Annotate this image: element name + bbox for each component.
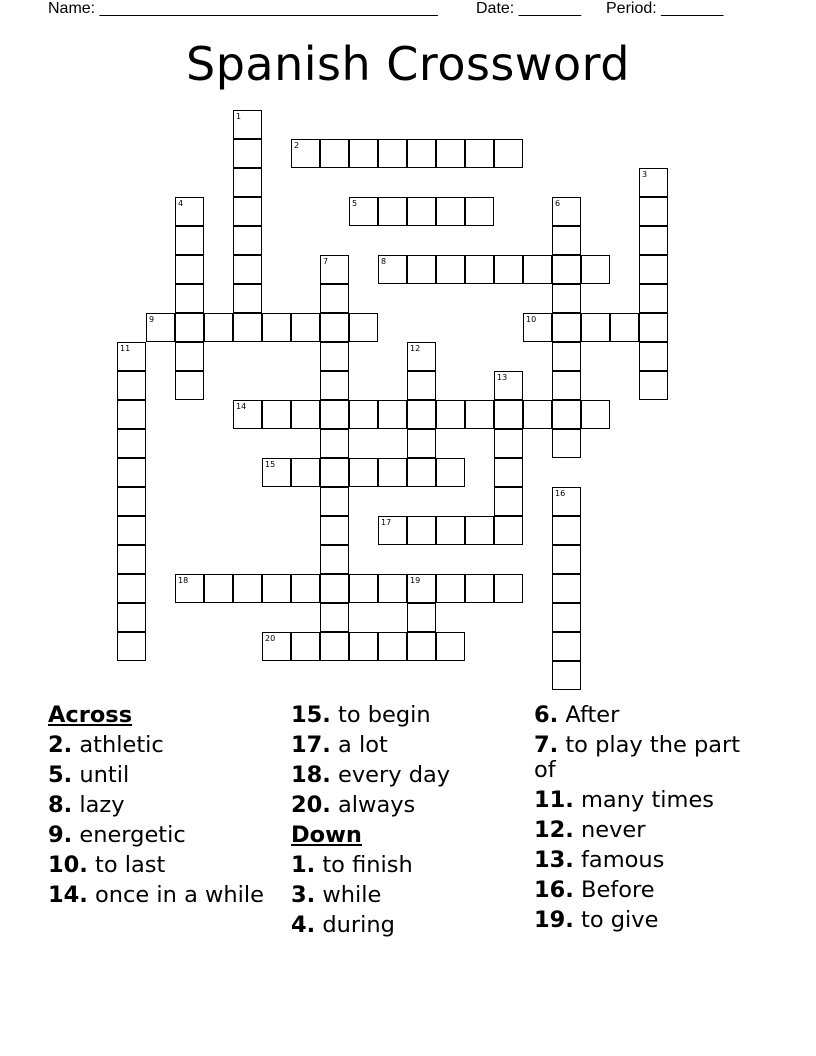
clue-down-6 [534, 703, 754, 728]
grid-cell[interactable] [407, 458, 436, 487]
cell-number: 8 [381, 257, 387, 266]
cell-number: 15 [265, 460, 276, 469]
clue-text: to play the part of [534, 732, 741, 783]
grid-cell[interactable] [117, 487, 146, 516]
grid-cell[interactable] [175, 342, 204, 371]
grid-cell[interactable] [436, 255, 465, 284]
grid-cell[interactable] [320, 400, 349, 429]
cell-number: 6 [555, 199, 561, 208]
cell-number: 16 [555, 489, 566, 498]
grid-cell[interactable] [117, 516, 146, 545]
grid-cell[interactable] [291, 574, 320, 603]
grid-cell[interactable] [378, 400, 407, 429]
down-heading: Down [291, 822, 362, 848]
clue-text: every day [338, 762, 451, 788]
grid-cell[interactable] [175, 255, 204, 284]
grid-cell[interactable] [175, 284, 204, 313]
grid-cell[interactable] [407, 371, 436, 400]
grid-cell[interactable] [291, 313, 320, 342]
grid-cell[interactable] [552, 226, 581, 255]
grid-cell[interactable] [407, 400, 436, 429]
clue-number: 20. [291, 792, 331, 818]
grid-cell[interactable] [552, 661, 581, 690]
grid-cell[interactable] [407, 632, 436, 661]
clue-text: After [565, 702, 620, 728]
grid-cell[interactable] [436, 400, 465, 429]
grid-cell[interactable] [465, 400, 494, 429]
grid-cell[interactable] [117, 429, 146, 458]
grid-cell[interactable] [291, 400, 320, 429]
clue-down-11 [534, 788, 754, 813]
grid-cell[interactable] [436, 632, 465, 661]
cell-number: 10 [526, 315, 537, 324]
clue-number: 1. [291, 852, 316, 878]
grid-cell[interactable] [581, 400, 610, 429]
grid-cell[interactable] [117, 371, 146, 400]
grid-cell[interactable] [320, 516, 349, 545]
clue-across-9 [48, 823, 268, 848]
clue-number: 4. [291, 912, 316, 938]
grid-cell[interactable] [552, 313, 581, 342]
clue-text: always [338, 792, 416, 818]
clue-across-20 [291, 793, 511, 818]
cell-number: 1 [236, 112, 242, 121]
cell-number: 19 [410, 576, 421, 585]
grid-cell[interactable] [262, 400, 291, 429]
grid-cell[interactable] [349, 139, 378, 168]
grid-cell[interactable] [552, 284, 581, 313]
grid-cell[interactable] [552, 545, 581, 574]
grid-cell[interactable] [320, 313, 349, 342]
clue-text: until [79, 762, 130, 788]
clue-text: famous [581, 847, 665, 873]
cell-number: 12 [410, 344, 421, 353]
grid-cell[interactable] [552, 400, 581, 429]
clue-text: a lot [338, 732, 388, 758]
clue-text: never [581, 817, 646, 843]
grid-cell[interactable] [320, 632, 349, 661]
clue-across-18 [291, 763, 511, 788]
grid-cell[interactable] [320, 603, 349, 632]
page-title: Spanish Crossword [186, 37, 630, 91]
clue-text: to give [581, 907, 659, 933]
clue-text: to finish [322, 852, 413, 878]
clue-number: 9. [48, 822, 73, 848]
clue-number: 6. [534, 702, 559, 728]
clue-number: 12. [534, 817, 574, 843]
grid-cell[interactable] [233, 226, 262, 255]
grid-cell[interactable] [523, 255, 552, 284]
period-field-label: Period: _______ [606, 0, 724, 17]
grid-cell[interactable] [320, 487, 349, 516]
grid-cell[interactable] [233, 139, 262, 168]
clue-down-19 [534, 908, 754, 933]
clue-number: 7. [534, 732, 559, 758]
cell-number: 13 [497, 373, 508, 382]
grid-cell[interactable] [465, 574, 494, 603]
cell-number: 4 [178, 199, 184, 208]
cell-number: 7 [323, 257, 329, 266]
clue-down-7 [534, 733, 754, 783]
clue-number: 15. [291, 702, 331, 728]
clue-down-16 [534, 878, 754, 903]
grid-cell[interactable] [407, 429, 436, 458]
grid-cell[interactable] [436, 516, 465, 545]
clue-text: once in a while [95, 882, 265, 908]
grid-cell[interactable] [552, 574, 581, 603]
grid-cell[interactable] [378, 632, 407, 661]
grid-cell[interactable] [610, 313, 639, 342]
grid-cell[interactable] [320, 574, 349, 603]
grid-cell[interactable] [349, 400, 378, 429]
clue-across-2 [48, 733, 268, 758]
clue-across-8 [48, 793, 268, 818]
clue-number: 5. [48, 762, 73, 788]
grid-cell[interactable] [639, 197, 668, 226]
grid-cell[interactable] [204, 313, 233, 342]
clue-down-13 [534, 848, 754, 873]
cell-number: 2 [294, 141, 300, 150]
grid-cell[interactable] [117, 458, 146, 487]
grid-cell[interactable] [639, 342, 668, 371]
clue-number: 2. [48, 732, 73, 758]
cell-number: 18 [178, 576, 189, 585]
grid-cell[interactable] [639, 371, 668, 400]
clue-text: Before [581, 877, 655, 903]
grid-cell[interactable] [320, 458, 349, 487]
clue-across-5 [48, 763, 268, 788]
grid-cell[interactable] [494, 574, 523, 603]
grid-cell[interactable] [378, 197, 407, 226]
grid-cell[interactable] [320, 429, 349, 458]
grid-cell[interactable] [407, 197, 436, 226]
grid-cell[interactable] [320, 284, 349, 313]
clue-number: 19. [534, 907, 574, 933]
grid-cell[interactable] [523, 400, 552, 429]
grid-cell[interactable] [494, 487, 523, 516]
cell-number: 5 [352, 199, 358, 208]
clue-text: lazy [79, 792, 125, 818]
grid-cell[interactable] [407, 255, 436, 284]
clue-column-2 [291, 703, 511, 943]
grid-cell[interactable] [494, 458, 523, 487]
date-field-label: Date: _______ [476, 0, 581, 17]
grid-cell[interactable] [233, 255, 262, 284]
grid-cell[interactable] [436, 574, 465, 603]
grid-cell[interactable] [262, 574, 291, 603]
grid-cell[interactable] [349, 458, 378, 487]
clue-number: 13. [534, 847, 574, 873]
grid-cell[interactable] [320, 139, 349, 168]
grid-cell[interactable] [436, 458, 465, 487]
name-field-label: Name: ______________________________________ [48, 0, 438, 17]
clue-number: 11. [534, 787, 574, 813]
grid-cell[interactable] [204, 574, 233, 603]
grid-cell[interactable] [117, 545, 146, 574]
clue-number: 17. [291, 732, 331, 758]
cell-number: 9 [149, 315, 155, 324]
grid-cell[interactable] [436, 139, 465, 168]
clue-number: 16. [534, 877, 574, 903]
grid-cell[interactable] [320, 371, 349, 400]
grid-cell[interactable] [639, 313, 668, 342]
grid-cell[interactable] [175, 371, 204, 400]
grid-cell[interactable] [175, 313, 204, 342]
grid-cell[interactable] [117, 603, 146, 632]
grid-cell[interactable] [465, 139, 494, 168]
clue-text: to begin [338, 702, 431, 728]
cell-number: 14 [236, 402, 247, 411]
grid-cell[interactable] [639, 284, 668, 313]
clue-across-14 [48, 883, 268, 908]
grid-cell[interactable] [233, 284, 262, 313]
cell-number: 11 [120, 344, 131, 353]
clue-down-4 [291, 913, 511, 938]
grid-cell[interactable] [117, 632, 146, 661]
grid-cell[interactable] [494, 255, 523, 284]
cell-number: 20 [265, 634, 276, 643]
grid-cell[interactable] [639, 226, 668, 255]
grid-cell[interactable] [552, 255, 581, 284]
grid-cell[interactable] [552, 371, 581, 400]
grid-cell[interactable] [494, 400, 523, 429]
clue-down-3 [291, 883, 511, 908]
grid-cell[interactable] [465, 197, 494, 226]
grid-cell[interactable] [436, 197, 465, 226]
clue-column-3 [534, 703, 754, 938]
grid-cell[interactable] [494, 139, 523, 168]
grid-cell[interactable] [581, 313, 610, 342]
grid-cell[interactable] [262, 313, 291, 342]
grid-cell[interactable] [291, 632, 320, 661]
grid-cell[interactable] [233, 574, 262, 603]
clue-text: to last [95, 852, 166, 878]
grid-cell[interactable] [407, 516, 436, 545]
grid-cell[interactable] [494, 429, 523, 458]
grid-cell[interactable] [378, 574, 407, 603]
across-heading: Across [48, 702, 133, 728]
grid-cell[interactable] [349, 574, 378, 603]
grid-cell[interactable] [175, 226, 204, 255]
clue-across-15 [291, 703, 511, 728]
grid-cell[interactable] [233, 197, 262, 226]
clue-number: 10. [48, 852, 88, 878]
clue-across-10 [48, 853, 268, 878]
grid-cell[interactable] [552, 632, 581, 661]
clue-text: while [322, 882, 382, 908]
clue-column-1 [48, 703, 268, 913]
clue-number: 18. [291, 762, 331, 788]
grid-cell[interactable] [552, 603, 581, 632]
grid-cell[interactable] [465, 516, 494, 545]
grid-cell[interactable] [117, 574, 146, 603]
grid-cell[interactable] [494, 516, 523, 545]
clue-text: energetic [79, 822, 186, 848]
clue-number: 14. [48, 882, 88, 908]
grid-cell[interactable] [465, 255, 494, 284]
cell-number: 3 [642, 170, 648, 179]
clue-text: athletic [79, 732, 164, 758]
grid-cell[interactable] [349, 632, 378, 661]
grid-cell[interactable] [291, 458, 320, 487]
grid-cell[interactable] [117, 400, 146, 429]
grid-cell[interactable] [552, 342, 581, 371]
clue-number: 8. [48, 792, 73, 818]
grid-cell[interactable] [378, 458, 407, 487]
clue-text: during [322, 912, 395, 938]
grid-cell[interactable] [349, 313, 378, 342]
clue-text: many times [581, 787, 715, 813]
grid-cell[interactable] [581, 255, 610, 284]
grid-cell[interactable] [552, 429, 581, 458]
grid-cell[interactable] [320, 342, 349, 371]
grid-cell[interactable] [233, 313, 262, 342]
clue-down-1 [291, 853, 511, 878]
clue-down-12 [534, 818, 754, 843]
grid-cell[interactable] [639, 255, 668, 284]
grid-cell[interactable] [233, 168, 262, 197]
clue-number: 3. [291, 882, 316, 908]
grid-cell[interactable] [378, 139, 407, 168]
grid-cell[interactable] [407, 603, 436, 632]
clue-across-17 [291, 733, 511, 758]
grid-cell[interactable] [407, 139, 436, 168]
grid-cell[interactable] [320, 545, 349, 574]
cell-number: 17 [381, 518, 392, 527]
grid-cell[interactable] [552, 516, 581, 545]
